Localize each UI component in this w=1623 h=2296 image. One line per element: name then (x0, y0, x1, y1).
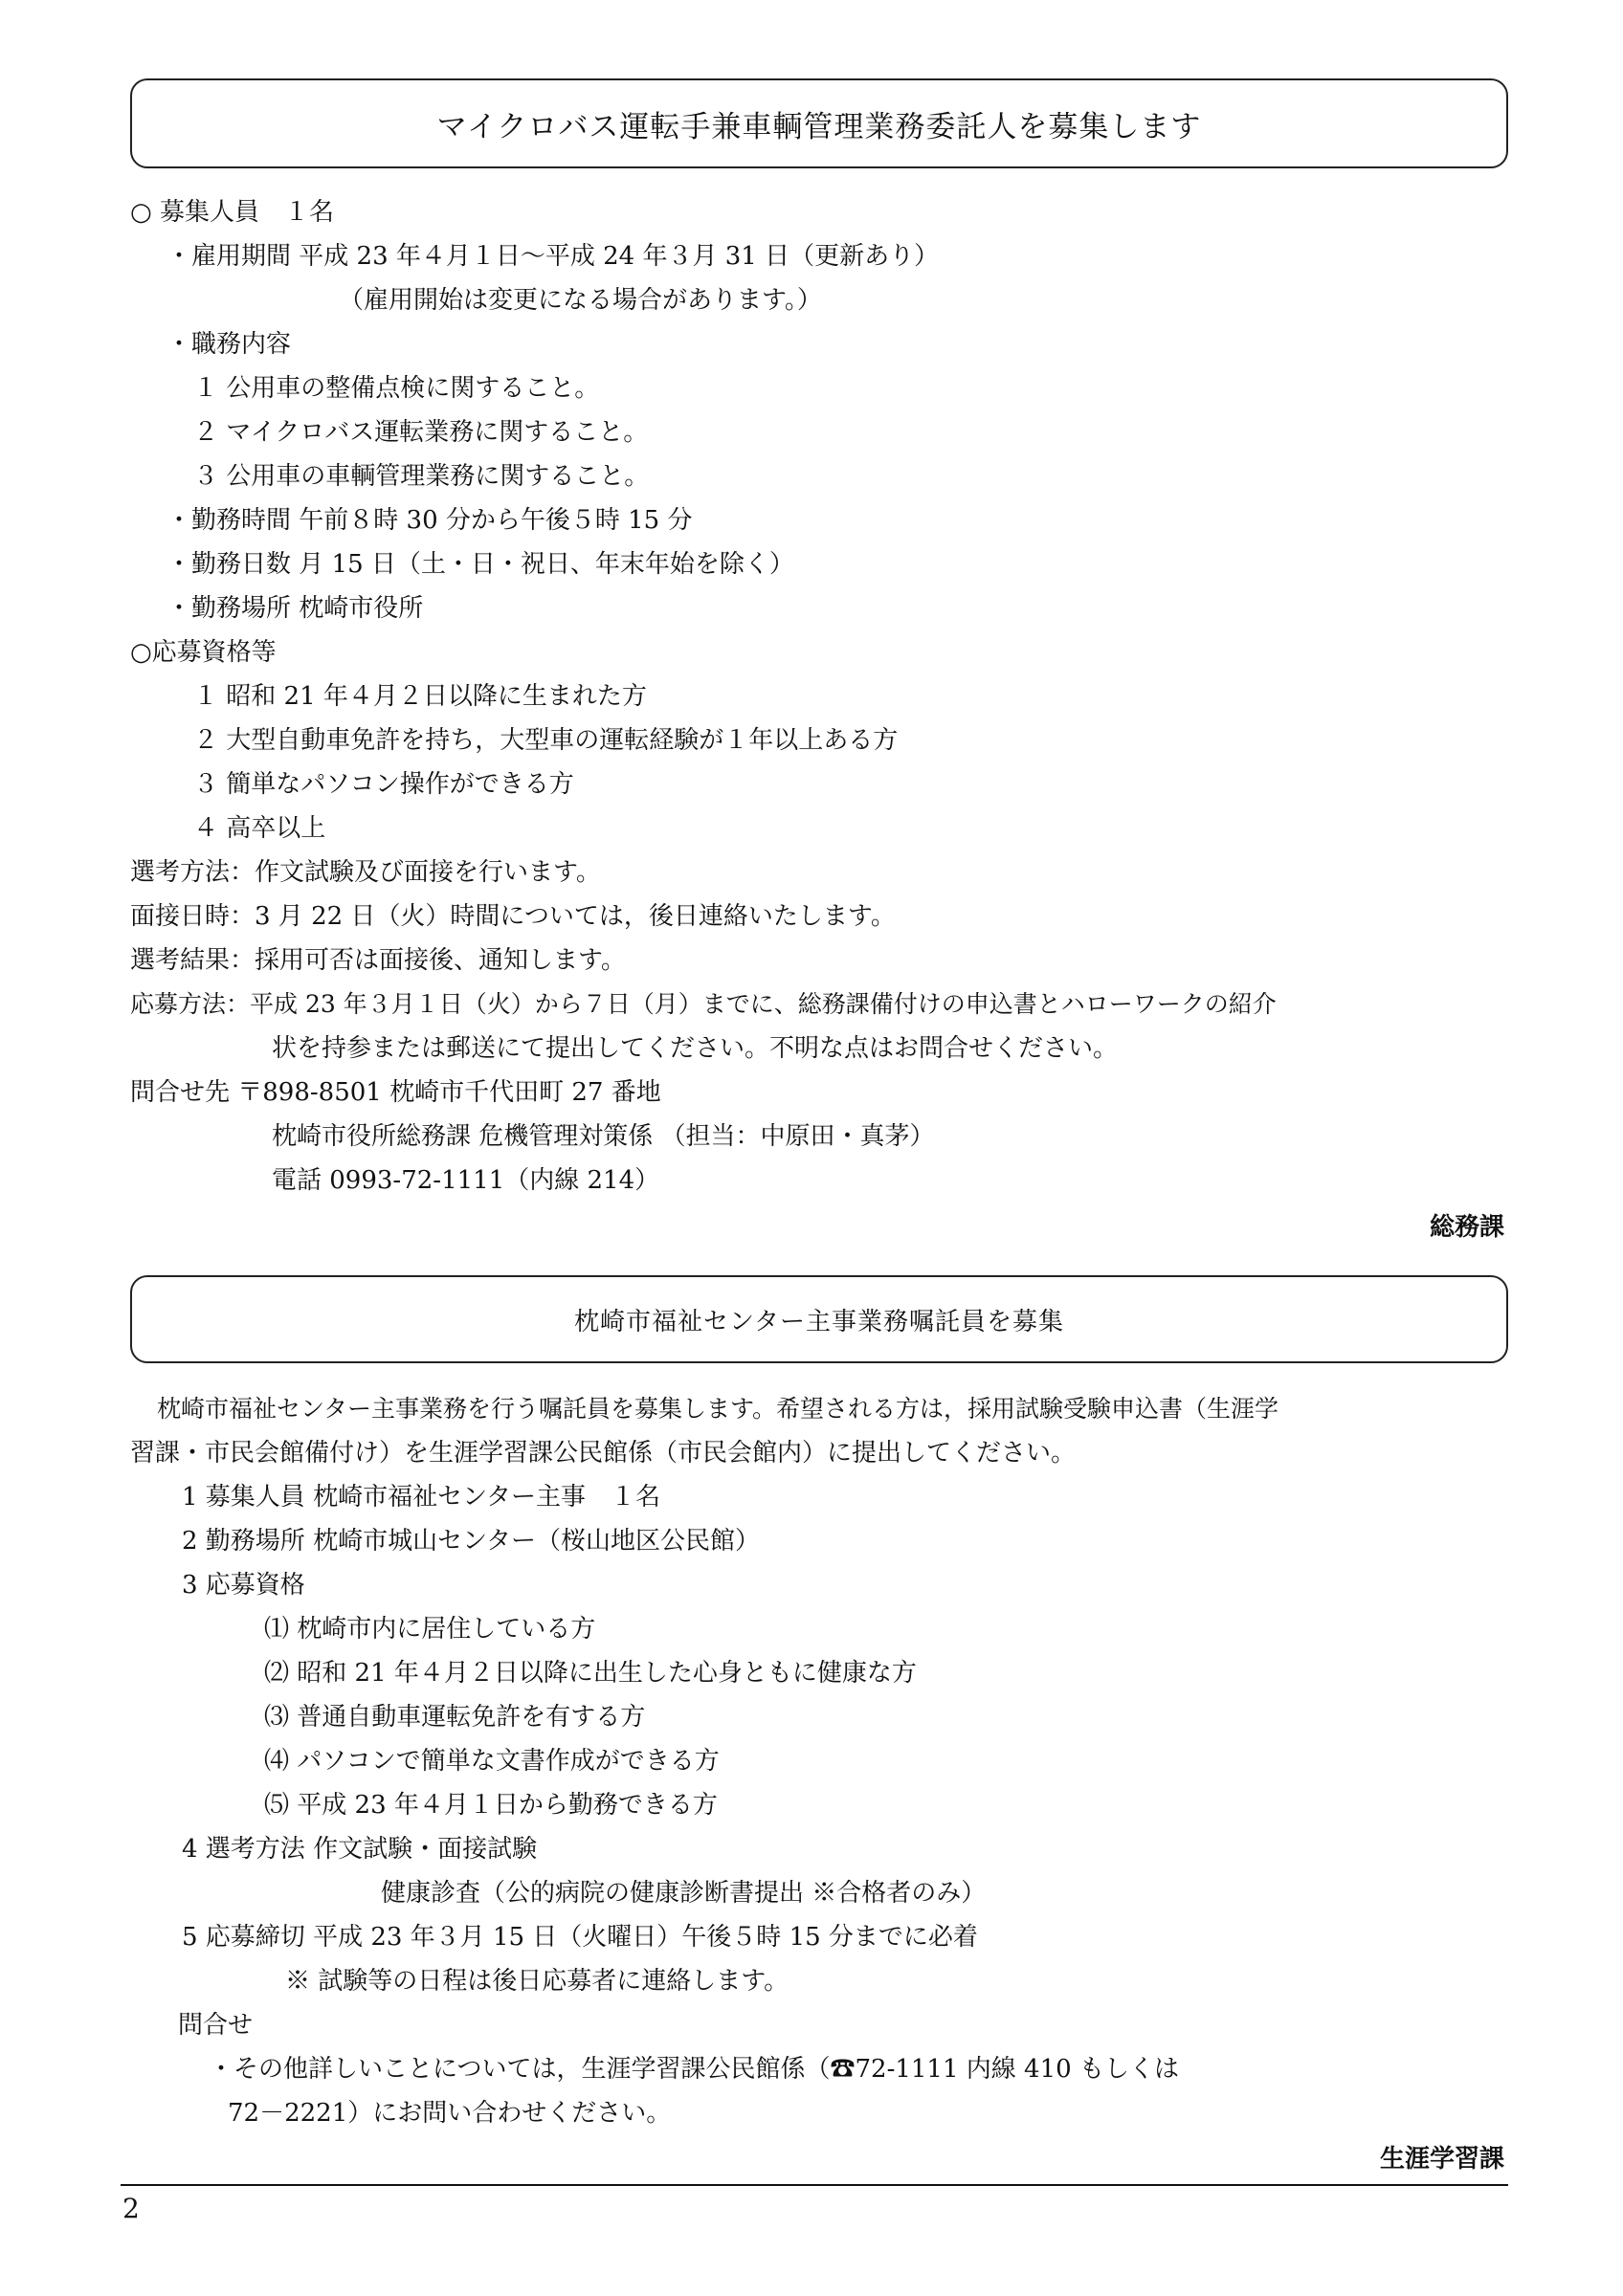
s1-line-05: １ 公用車の整備点検に関すること。 (193, 374, 600, 403)
section2-signoff: 生涯学習課 (1379, 2145, 1504, 2174)
s1-line-11: ○応募資格等 (130, 638, 277, 667)
s1-line-02: ・雇用期間 平成 23 年４月１日～平成 24 年３月 31 日（更新あり） (167, 242, 940, 271)
s1-line-18: 選考結果：採用可否は面接後、通知します。 (130, 946, 626, 975)
s2-line-07: ⑵ 昭和 21 年４月２日以降に出生した心身ともに健康な方 (264, 1659, 917, 1688)
section2-title: 枕崎市福祉センター主事業務嘱託員を募集 (574, 1307, 1064, 1336)
s2-line-02: 習課・市民会館備付け）を生涯学習課公民館係（市民会館内）に提出してください。 (130, 1439, 1077, 1468)
s1-line-17: 面接日時：3 月 22 日（火）時間については，後日連絡いたします。 (130, 902, 896, 931)
section2-title-box (130, 1275, 1508, 1363)
s2-line-09: ⑷ パソコンで簡単な文書作成ができる方 (264, 1747, 720, 1776)
s1-line-19: 応募方法：平成 23 年３月１日（火）から７日（月）までに、総務課備付けの申込書とハローワークの紹介 (130, 990, 1277, 1018)
s2-line-12: 健康診査（公的病院の健康診断書提出 ※合格者のみ） (381, 1879, 987, 1908)
s1-line-06: ２ マイクロバス運転業務に関すること。 (193, 418, 649, 447)
s1-line-20: 状を持参または郵送にて提出してください。不明な点はお問合せください。 (272, 1034, 1119, 1063)
s1-line-22: 枕崎市役所総務課 危機管理対策係 （担当：中原田・真茅） (272, 1122, 935, 1151)
s2-line-10: ⑸ 平成 23 年４月１日から勤務できる方 (264, 1791, 718, 1820)
s1-line-16: 選考方法：作文試験及び面接を行います。 (130, 858, 601, 887)
s1-line-14: ３ 簡単なパソコン操作ができる方 (193, 770, 574, 799)
page-number: 2 (122, 2193, 140, 2224)
s2-line-14: ※ 試験等の日程は後日応募者に連絡します。 (285, 1967, 789, 1996)
s2-line-03: 1 募集人員 枕崎市福祉センター主事 １名 (182, 1483, 661, 1512)
s1-line-10: ・勤務場所 枕崎市役所 (167, 594, 424, 623)
s1-line-23: 電話 0993-72-1111（内線 214） (272, 1166, 660, 1195)
s1-line-21: 問合せ先 〒898-8501 枕崎市千代田町 27 番地 (130, 1078, 661, 1107)
s2-line-13: 5 応募締切 平成 23 年３月 15 日（火曜日）午後５時 15 分までに必着 (182, 1923, 978, 1952)
s2-line-06: ⑴ 枕崎市内に居住している方 (264, 1615, 596, 1644)
s1-line-13: ２ 大型自動車免許を持ち，大型車の運転経験が１年以上ある方 (193, 726, 899, 755)
s1-line-08: ・勤務時間 午前８時 30 分から午後５時 15 分 (167, 506, 693, 535)
s1-line-04: ・職務内容 (167, 330, 292, 359)
s2-line-04: 2 勤務場所 枕崎市城山センター（桜山地区公民館） (182, 1527, 761, 1556)
s1-line-09: ・勤務日数 月 15 日（土・日・祝日、年末年始を除く） (167, 550, 794, 579)
section1-title: マイクロバス運転手兼車輌管理業務委託人を募集します (436, 109, 1202, 144)
section1-title-box (130, 78, 1508, 168)
s2-line-17: 72－2221）にお問い合わせください。 (228, 2099, 672, 2128)
s2-line-08: ⑶ 普通自動車運転免許を有する方 (264, 1703, 646, 1732)
s2-line-05: 3 応募資格 (182, 1571, 305, 1600)
s1-line-15: ４ 高卒以上 (193, 814, 326, 843)
s1-line-03: （雇用開始は変更になる場合があります。） (339, 286, 822, 315)
section1-signoff: 総務課 (1429, 1213, 1504, 1242)
s1-line-01: ○ 募集人員 １名 (130, 198, 334, 227)
s2-line-11: 4 選考方法 作文試験・面接試験 (182, 1835, 538, 1864)
footer-rule (121, 2184, 1508, 2186)
s1-line-12: １ 昭和 21 年４月２日以降に生まれた方 (193, 682, 647, 711)
s1-line-07: ３ 公用車の車輌管理業務に関すること。 (193, 462, 650, 491)
s2-line-16: ・その他詳しいことについては，生涯学習課公民館係（☎72-1111 内線 410 もしくは (209, 2055, 1179, 2084)
s2-line-15: 問合せ (178, 2011, 254, 2040)
s2-line-01: 枕崎市福祉センター主事業務を行う嘱託員を募集します。希望される方は，採用試験受験申込書（生涯学 (157, 1395, 1279, 1423)
